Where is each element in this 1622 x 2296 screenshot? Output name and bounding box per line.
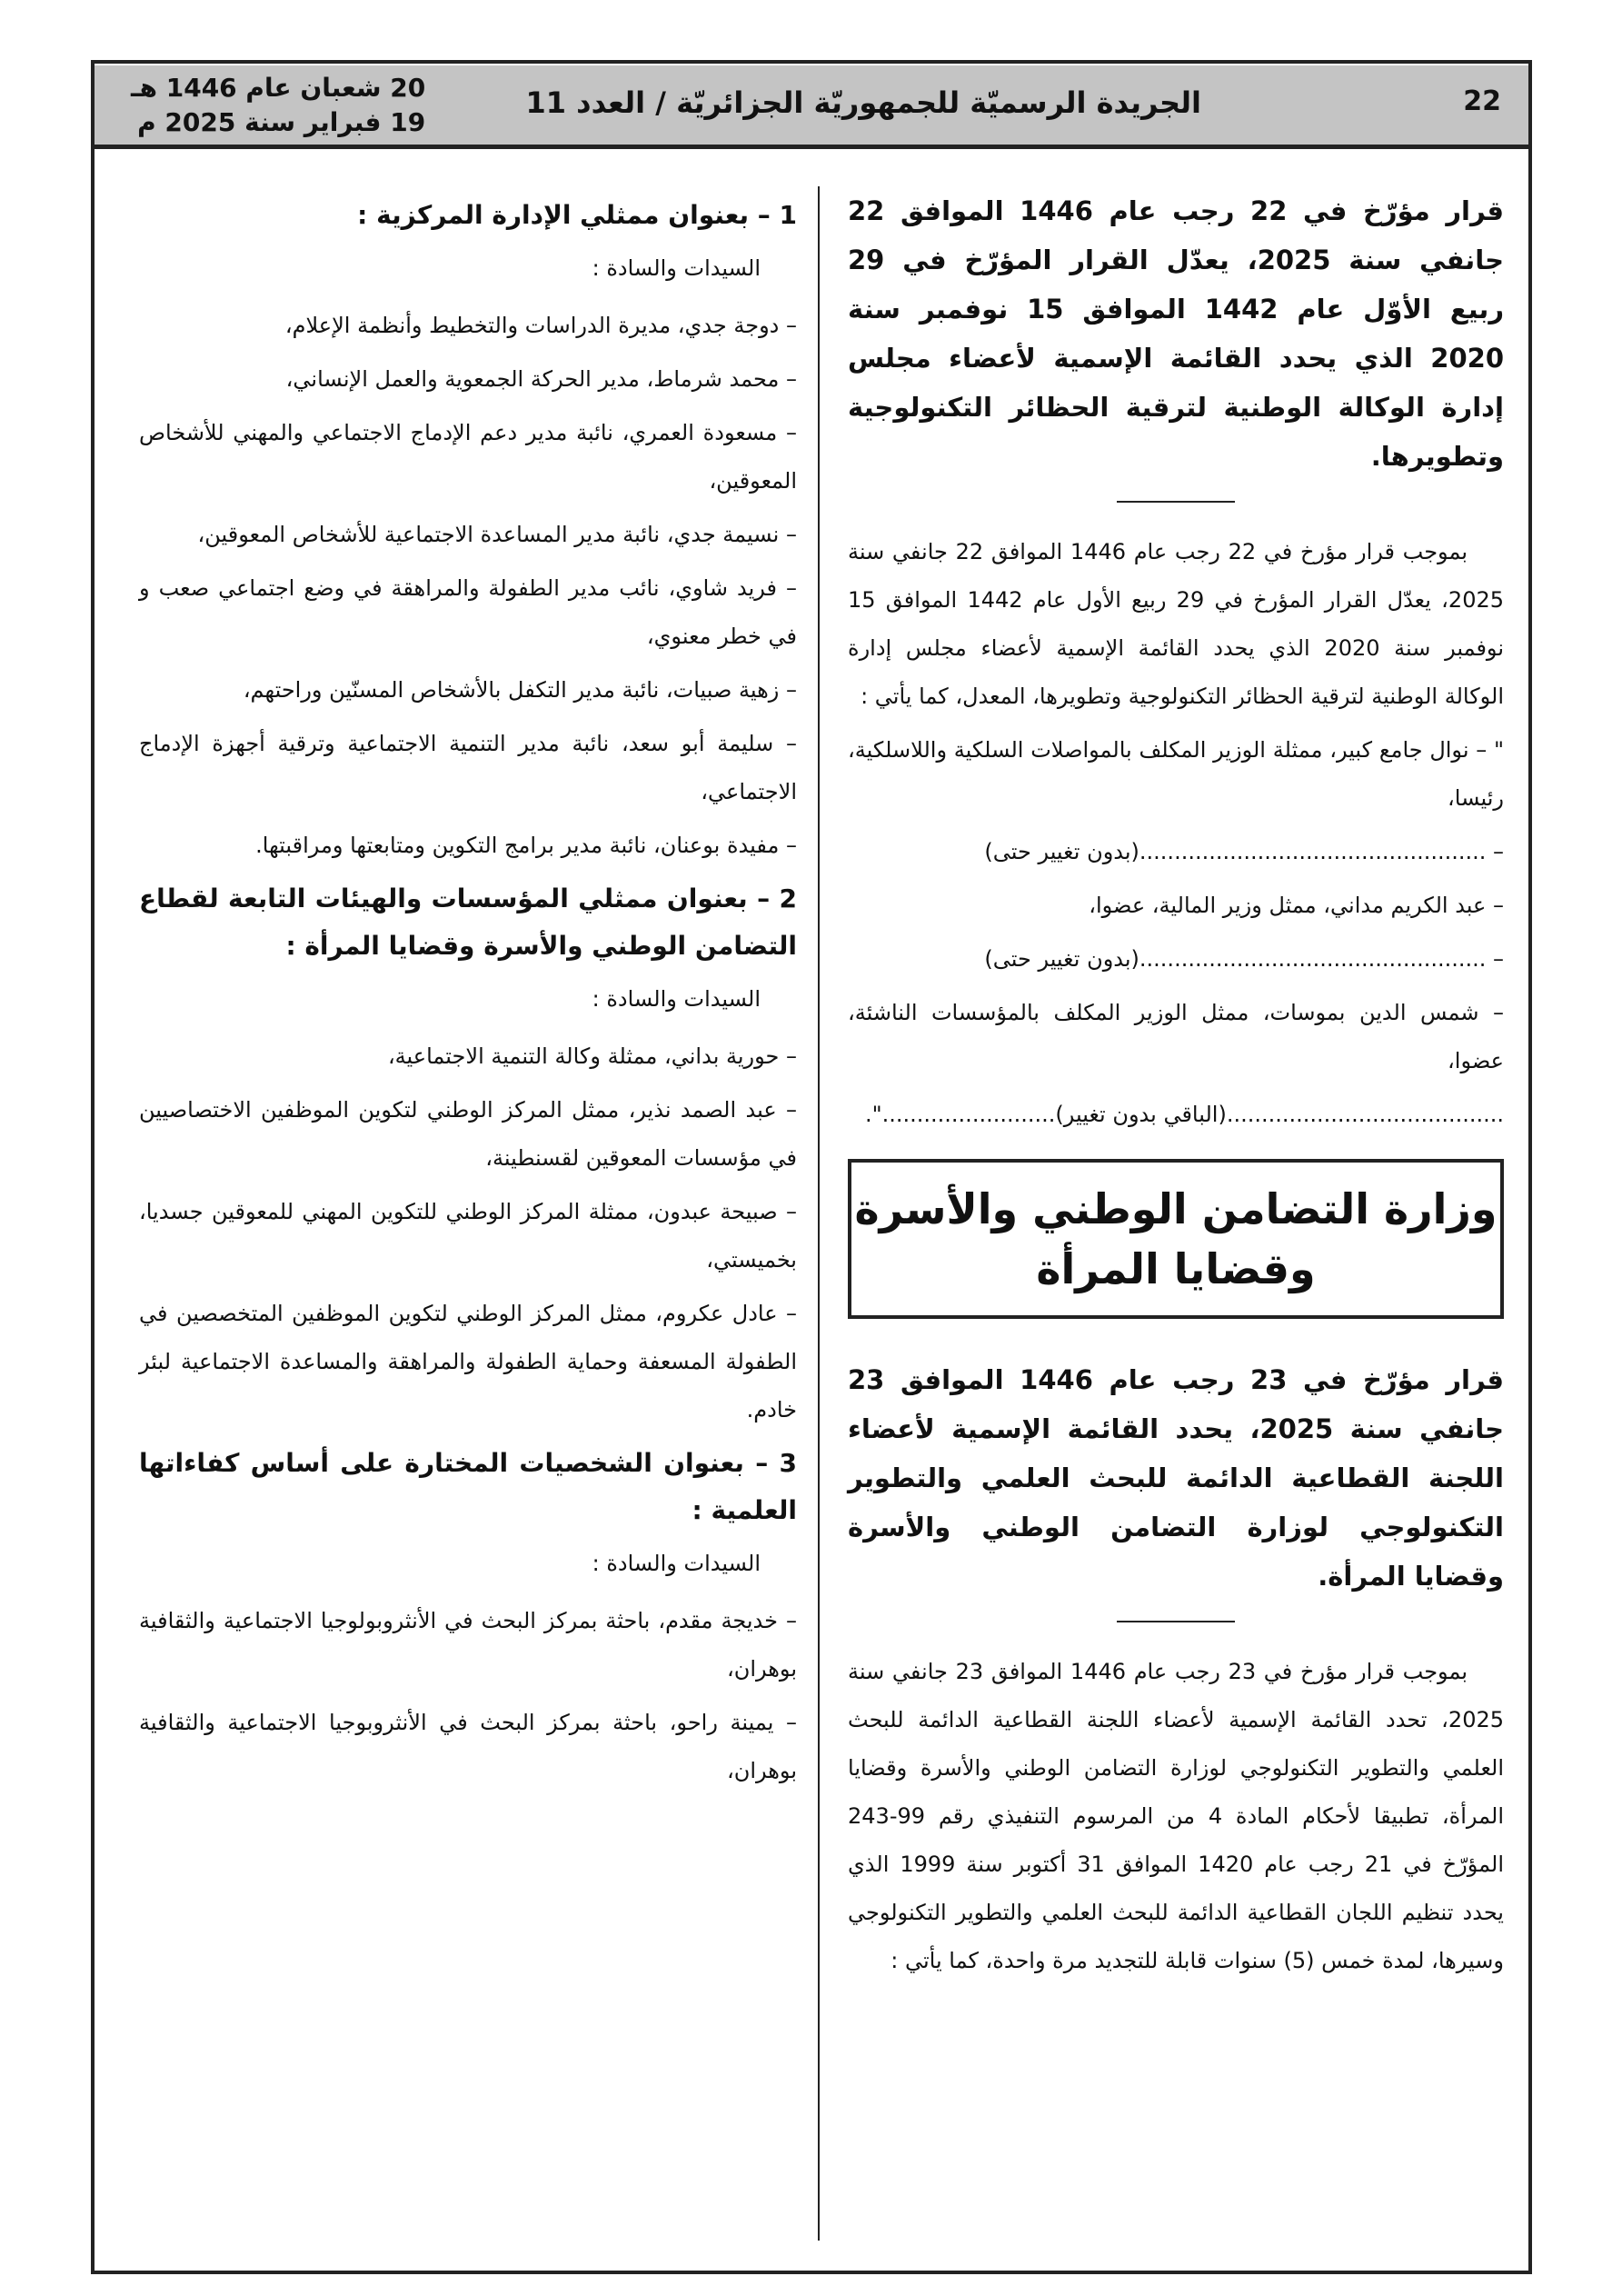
- list-item: – ..................................................(بدون تغيير حتى): [984, 946, 1504, 972]
- issue-date: [131, 71, 425, 140]
- page-header: [95, 65, 1528, 149]
- separator: [1117, 501, 1235, 503]
- list-item: – حورية بداني، ممثلة وكالة التنمية الاجتماعية،: [387, 1043, 797, 1069]
- decision1-title: قرار مؤرّخ في 22 رجب عام 1446 الموافق 22 جانفي سنة 2025، يعدّل القرار المؤرّخ في 29 ربيع الأوّل عام 1442 الموافق 15 نوفمبر سنة 2020 الذي يحدد القائمة الإسمية لأعضاء مجلس إدارة الوكالة الوطنية لترقية الحظائر التكنولوجية وتطويرها.: [848, 195, 1505, 472]
- section-title: 3 – بعنوان الشخصيات المختارة على أساس كفاءاتها العلمية :: [139, 1448, 797, 1525]
- list-item: – شمس الدين بموسات، ممثل الوزير المكلف بالمؤسسات الناشئة، عضوا،: [848, 1000, 1504, 1073]
- right-column: [848, 186, 1504, 1985]
- separator: [1117, 1621, 1235, 1622]
- date-gregorian: 19 فبراير سنة 2025 م: [137, 107, 426, 137]
- decision1-body: بموجب قرار مؤرخ في 22 رجب عام 1446 الموافق 22 جانفي سنة 2025، يعدّل القرار المؤرخ في 29 ربيع الأول عام 1442 الموافق 15 نوفمبر سنة 2020 الذي يحدد القائمة الإسمية لأعضاء مجلس إدارة الوكالة الوطنية لترقية الحظائر التكنولوجية وتطويرها، المعدل، كما يأتي :: [848, 539, 1504, 709]
- page-number: 22: [1463, 85, 1501, 117]
- list-item: – عبد الكريم مداني، ممثل وزير المالية، عضوا،: [1089, 893, 1504, 918]
- list-item: – فريد شاوي، نائب مدير الطفولة والمراهقة في وضع اجتماعي صعب و في خطر معنوي،: [139, 575, 797, 649]
- list-item: – خديجة مقدم، باحثة بمركز البحث في الأنثروبولوجيا الاجتماعية والثقافية بوهران،: [139, 1608, 797, 1682]
- list-item: – ..................................................(بدون تغيير حتى): [984, 839, 1504, 864]
- list-item: – مسعودة العمري، نائبة مدير دعم الإدماج الاجتماعي والمهني للأشخاص المعوقين،: [139, 420, 797, 494]
- list-item: – صبيحة عبدون، ممثلة المركز الوطني للتكوين المهني للمعوقين جسديا، بخميستي،: [139, 1199, 797, 1273]
- list-item: – عادل عكروم، ممثل المركز الوطني لتكوين الموظفين المتخصصين في الطفولة المسعفة وحماية الطفولة والمراهقة والمساعدة الاجتماعية لبئر خادم.: [139, 1301, 797, 1423]
- salutation: السيدات والسادة :: [592, 986, 761, 1012]
- section-title: 1 – بعنوان ممثلي الإدارة المركزية :: [357, 200, 797, 230]
- list-item: " – نوال جامع كبير، ممثلة الوزير المكلف بالمواصلات السلكية واللاسلكية، رئيسا،: [848, 737, 1504, 811]
- list-item: – دوجة جدي، مديرة الدراسات والتخطيط وأنظمة الإعلام،: [284, 313, 797, 338]
- column-divider: [818, 186, 820, 2241]
- list-item: – عبد الصمد نذير، ممثل المركز الوطني لتكوين الموظفين الاختصاصيين في مؤسسات المعوقين لقسنطينة،: [139, 1097, 797, 1171]
- decision2-title: قرار مؤرّخ في 23 رجب عام 1446 الموافق 23 جانفي سنة 2025، يحدد القائمة الإسمية لأعضاء اللجنة القطاعية الدائمة للبحث العلمي والتطوير التكنولوجي لوزارة التضامن الوطني والأسرة وقضايا المرأة.: [848, 1364, 1505, 1592]
- list-item: – سليمة أبو سعد، نائبة مدير التنمية الاجتماعية وترقية أجهزة الإدماج الاجتماعي،: [139, 731, 797, 804]
- list-item: – نسيمة جدي، نائبة مدير المساعدة الاجتماعية للأشخاص المعوقين،: [197, 522, 797, 547]
- salutation: السيدات والسادة :: [592, 1551, 761, 1576]
- list-item: – مفيدة بوعنان، نائبة مدير برامج التكوين ومتابعتها ومراقبتها.: [255, 833, 797, 858]
- ministry-heading: وزارة التضامن الوطني والأسرة وقضايا المرأة: [848, 1159, 1504, 1319]
- list-item: – محمد شرماط، مدير الحركة الجمعوية والعمل الإنساني،: [285, 366, 797, 392]
- salutation: السيدات والسادة :: [592, 255, 761, 281]
- list-item: ........................................(الباقي بدون تغيير).........................".: [864, 1102, 1504, 1127]
- list-item: – يمينة راحو، باحثة بمركز البحث في الأنثروبوجيا الاجتماعية والثقافية بوهران،: [139, 1710, 797, 1783]
- decision2-body: بموجب قرار مؤرخ في 23 رجب عام 1446 الموافق 23 جانفي سنة 2025، تحدد القائمة الإسمية لأعضاء اللجنة القطاعية الدائمة للبحث العلمي والتطوير التكنولوجي لوزارة التضامن الوطني والأسرة وقضايا المرأة، تطبيقا لأحكام المادة 4 من المرسوم التنفيذي رقم 99-243 المؤرّخ في 21 رجب عام 1420 الموافق 31 أكتوبر سنة 1999 الذي يحدد تنظيم اللجان القطاعية الدائمة للبحث العلمي والتطوير التكنولوجي وسيرها، لمدة خمس (5) سنوات قابلة للتجديد مرة واحدة، كما يأتي :: [848, 1659, 1505, 1973]
- list-item: – زهية صبيات، نائبة مدير التكفل بالأشخاص المسنّين وراحتهم،: [243, 677, 797, 703]
- gazette-title: الجريدة الرسميّة للجمهوريّة الجزائريّة / العدد 11: [525, 85, 1201, 120]
- section-title: 2 – بعنوان ممثلي المؤسسات والهيئات التابعة لقطاع التضامن الوطني والأسرة وقضايا المرأة :: [139, 883, 797, 961]
- date-hijri: 20 شعبان عام 1446 هـ: [131, 73, 426, 103]
- left-column: [139, 186, 797, 1799]
